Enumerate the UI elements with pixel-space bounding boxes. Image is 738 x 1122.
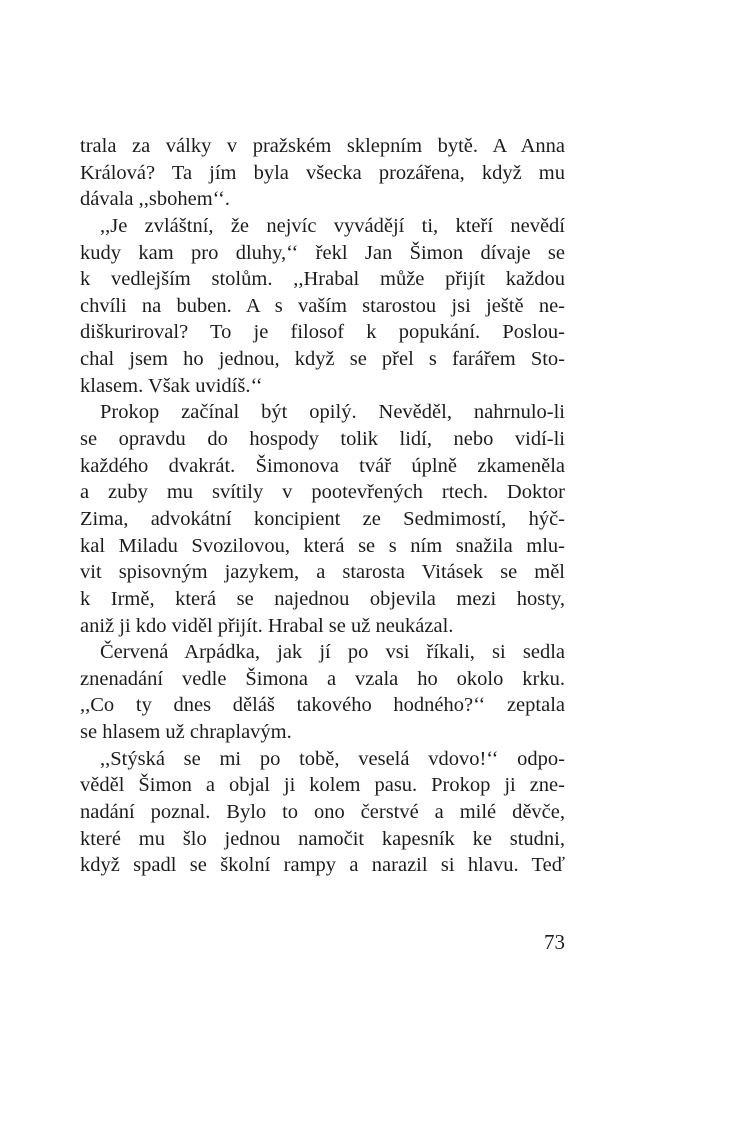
text-line: Králová? Ta jím byla všecka prozářena, když mu [80,161,565,184]
body-text [80,133,565,879]
page-number: 73 [544,930,565,954]
text-line: ,,Stýská se mi po tobě, veselá vdovo!‘‘ odpo- [100,747,565,770]
text-line: každého dvakrát. Šimonova tvář úplně zkamenělа [80,454,565,477]
text-line: a zuby mu svítily v pootevřených rtech. Doktor [80,481,565,504]
text-line: Prokop začínal být opilý. Nevěděl, nahrnulo-li [100,401,565,424]
text-line: aniž ji kdo viděl přijít. Hrabal se už neukázal. [80,614,454,637]
text-line: k vedlejším stolům. ,,Hrabal může přijít každou [80,268,565,291]
text-line: dávala ,,sbohem‘‘. [80,188,230,211]
text-line: kal Miladu Svozilovou, která se s ním snažila mlu- [80,534,565,557]
text-line: se hlasem už chraplavým. [80,721,292,744]
text-line: znenadání vedle Šimona a vzala ho okolo krku. [80,667,565,690]
text-line: ,,Co ty dnes děláš takového hodného?‘‘ zeptala [80,694,565,717]
text-line: Červená Arpádka, jak jí po vsi říkali, si sedla [100,641,565,664]
text-line: když spadl se školní rampy a narazil si hlavu. Teď [80,854,565,877]
text-line: které mu šlo jednou namočit kapesník ke studni, [80,827,565,850]
text-line: vit spisovným jazykem, a starosta Vitásek se měl [80,561,565,584]
text-line: klasem. Však uvidíš.‘‘ [80,374,263,397]
text-line: věděl Šimon a objal ji kolem pasu. Prokop ji zne- [80,774,565,797]
text-line: nadání poznal. Bylo to ono čerstvé a milé děvče, [80,801,565,824]
text-line: trala za války v pražském sklepním bytě. A Anna [80,135,565,157]
text-line: Zima, advokátní koncipient ze Sedmimostí, hýč- [80,507,565,530]
text-line: ,,Je zvláštní, že nejvíc vyvádějí ti, kteří nevědí [100,214,565,237]
text-line: k Irmě, která se najednou objevila mezi hosty, [80,587,565,610]
text-line: kudy kam pro dluhy,‘‘ řekl Jan Šimon dívaje se [80,241,565,264]
text-line: chvíli na buben. A s vaším starostou jsi ještě ne- [80,294,565,317]
text-line: diškuriroval? To je filosof k popukání. Poslou- [80,321,565,344]
text-line: chal jsem ho jednou, když se přel s farářem Sto- [80,348,565,371]
text-line: se opravdu do hospody tolik lidí, nebo vidí-li [80,428,565,451]
